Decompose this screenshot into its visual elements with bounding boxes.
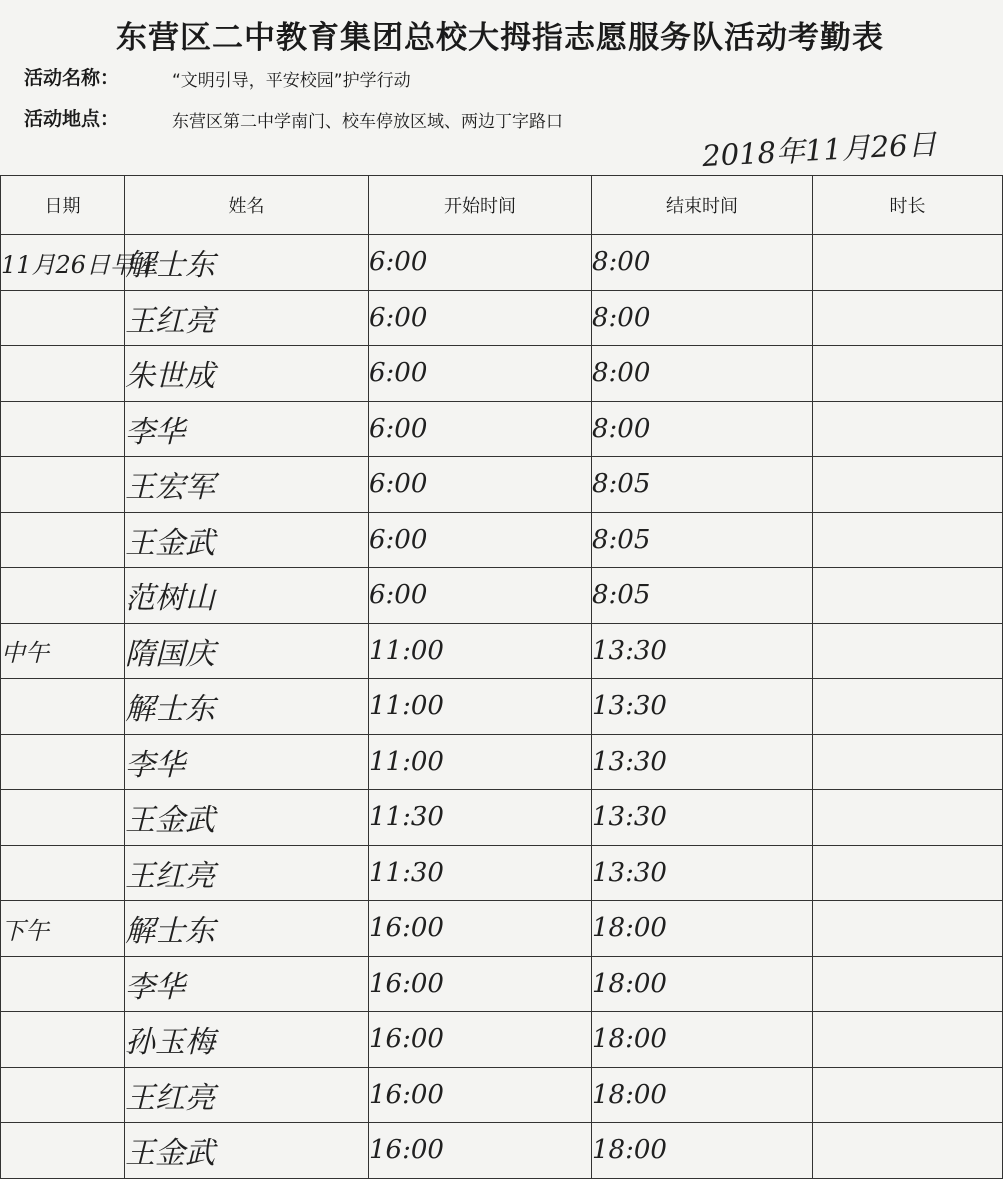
cell-duration bbox=[813, 956, 1003, 1012]
table-body bbox=[1, 235, 1003, 1179]
handwritten-date: 2018年11月26日 bbox=[701, 126, 938, 174]
cell-start-time: 16:00 bbox=[369, 901, 592, 957]
cell-date bbox=[1, 401, 125, 457]
cell-duration bbox=[813, 1012, 1003, 1068]
cell-end-time: 18:00 bbox=[592, 901, 813, 957]
cell-end-time: 18:00 bbox=[592, 956, 813, 1012]
cell-end-time: 8:05 bbox=[592, 512, 813, 568]
column-header-end-time: 结束时间 bbox=[592, 176, 813, 235]
table-row bbox=[1, 457, 1003, 513]
table-row bbox=[1, 1067, 1003, 1123]
cell-duration bbox=[813, 512, 1003, 568]
cell-duration bbox=[813, 1123, 1003, 1179]
cell-end-time: 8:05 bbox=[592, 568, 813, 624]
table-row bbox=[1, 1012, 1003, 1068]
cell-name: 王金武 bbox=[125, 790, 369, 846]
cell-end-time: 13:30 bbox=[592, 623, 813, 679]
cell-end-time: 13:30 bbox=[592, 734, 813, 790]
cell-date bbox=[1, 290, 125, 346]
cell-name: 王红亮 bbox=[125, 290, 369, 346]
cell-duration bbox=[813, 845, 1003, 901]
cell-date bbox=[1, 1123, 125, 1179]
cell-duration bbox=[813, 346, 1003, 402]
cell-name: 王宏军 bbox=[125, 457, 369, 513]
cell-start-time: 6:00 bbox=[369, 290, 592, 346]
cell-date bbox=[1, 346, 125, 402]
cell-date bbox=[1, 790, 125, 846]
cell-duration bbox=[813, 457, 1003, 513]
cell-start-time: 11:30 bbox=[369, 845, 592, 901]
cell-duration bbox=[813, 1067, 1003, 1123]
cell-name: 解士东 bbox=[125, 235, 369, 291]
cell-name: 王红亮 bbox=[125, 1067, 369, 1123]
cell-name: 李华 bbox=[125, 956, 369, 1012]
table-row bbox=[1, 623, 1003, 679]
cell-end-time: 8:05 bbox=[592, 457, 813, 513]
location-value: 东营区第二中学南门、校车停放区域、两边丁字路口 bbox=[172, 112, 563, 132]
cell-start-time: 16:00 bbox=[369, 1123, 592, 1179]
table-row bbox=[1, 290, 1003, 346]
cell-date bbox=[1, 956, 125, 1012]
column-header-start-time: 开始时间 bbox=[369, 176, 592, 235]
cell-duration bbox=[813, 901, 1003, 957]
table-row bbox=[1, 235, 1003, 291]
table-row bbox=[1, 512, 1003, 568]
cell-end-time: 8:00 bbox=[592, 235, 813, 291]
cell-duration bbox=[813, 679, 1003, 735]
table-row bbox=[1, 956, 1003, 1012]
cell-name: 王红亮 bbox=[125, 845, 369, 901]
cell-duration bbox=[813, 623, 1003, 679]
cell-date: 下午 bbox=[1, 901, 125, 957]
cell-end-time: 13:30 bbox=[592, 845, 813, 901]
cell-start-time: 16:00 bbox=[369, 956, 592, 1012]
table-row bbox=[1, 401, 1003, 457]
cell-date bbox=[1, 568, 125, 624]
cell-duration bbox=[813, 290, 1003, 346]
cell-duration bbox=[813, 568, 1003, 624]
column-header-name: 姓名 bbox=[125, 176, 369, 235]
cell-duration bbox=[813, 790, 1003, 846]
cell-end-time: 8:00 bbox=[592, 401, 813, 457]
cell-end-time: 18:00 bbox=[592, 1012, 813, 1068]
table-row bbox=[1, 901, 1003, 957]
cell-start-time: 6:00 bbox=[369, 457, 592, 513]
cell-end-time: 18:00 bbox=[592, 1123, 813, 1179]
table-row bbox=[1, 679, 1003, 735]
attendance-table bbox=[0, 175, 1003, 1179]
cell-start-time: 6:00 bbox=[369, 512, 592, 568]
activity-name-value: “文明引导，平安校园”护学行动 bbox=[172, 71, 411, 91]
cell-start-time: 6:00 bbox=[369, 346, 592, 402]
table-row bbox=[1, 346, 1003, 402]
table-row bbox=[1, 734, 1003, 790]
cell-date bbox=[1, 679, 125, 735]
cell-name: 王金武 bbox=[125, 1123, 369, 1179]
cell-name: 朱世成 bbox=[125, 346, 369, 402]
cell-start-time: 6:00 bbox=[369, 235, 592, 291]
cell-end-time: 8:00 bbox=[592, 346, 813, 402]
cell-date: 11月26日早上 bbox=[1, 235, 125, 291]
cell-start-time: 11:00 bbox=[369, 679, 592, 735]
cell-start-time: 11:00 bbox=[369, 623, 592, 679]
cell-start-time: 11:30 bbox=[369, 790, 592, 846]
cell-date bbox=[1, 1012, 125, 1068]
cell-date bbox=[1, 734, 125, 790]
cell-name: 范树山 bbox=[125, 568, 369, 624]
cell-name: 隋国庆 bbox=[125, 623, 369, 679]
cell-duration bbox=[813, 401, 1003, 457]
cell-start-time: 6:00 bbox=[369, 401, 592, 457]
cell-name: 孙玉梅 bbox=[125, 1012, 369, 1068]
cell-date bbox=[1, 457, 125, 513]
location-label: 活动地点： bbox=[24, 108, 120, 130]
cell-date bbox=[1, 512, 125, 568]
cell-start-time: 16:00 bbox=[369, 1067, 592, 1123]
table-row bbox=[1, 568, 1003, 624]
cell-name: 解士东 bbox=[125, 901, 369, 957]
column-header-duration: 时长 bbox=[813, 176, 1003, 235]
cell-end-time: 8:00 bbox=[592, 290, 813, 346]
cell-duration bbox=[813, 235, 1003, 291]
cell-name: 王金武 bbox=[125, 512, 369, 568]
cell-date bbox=[1, 1067, 125, 1123]
activity-name-label: 活动名称： bbox=[24, 67, 120, 89]
cell-name: 李华 bbox=[125, 734, 369, 790]
sheet-title: 东营区二中教育集团总校大拇指志愿服务队活动考勤表 bbox=[116, 20, 884, 56]
cell-start-time: 6:00 bbox=[369, 568, 592, 624]
table-row bbox=[1, 845, 1003, 901]
cell-name: 李华 bbox=[125, 401, 369, 457]
cell-date bbox=[1, 845, 125, 901]
cell-end-time: 13:30 bbox=[592, 790, 813, 846]
cell-end-time: 13:30 bbox=[592, 679, 813, 735]
table-row bbox=[1, 1123, 1003, 1179]
cell-start-time: 11:00 bbox=[369, 734, 592, 790]
cell-start-time: 16:00 bbox=[369, 1012, 592, 1068]
table-header-row bbox=[1, 176, 1003, 235]
cell-duration bbox=[813, 734, 1003, 790]
table-row bbox=[1, 790, 1003, 846]
cell-end-time: 18:00 bbox=[592, 1067, 813, 1123]
cell-date: 中午 bbox=[1, 623, 125, 679]
column-header-date: 日期 bbox=[1, 176, 125, 235]
cell-name: 解士东 bbox=[125, 679, 369, 735]
